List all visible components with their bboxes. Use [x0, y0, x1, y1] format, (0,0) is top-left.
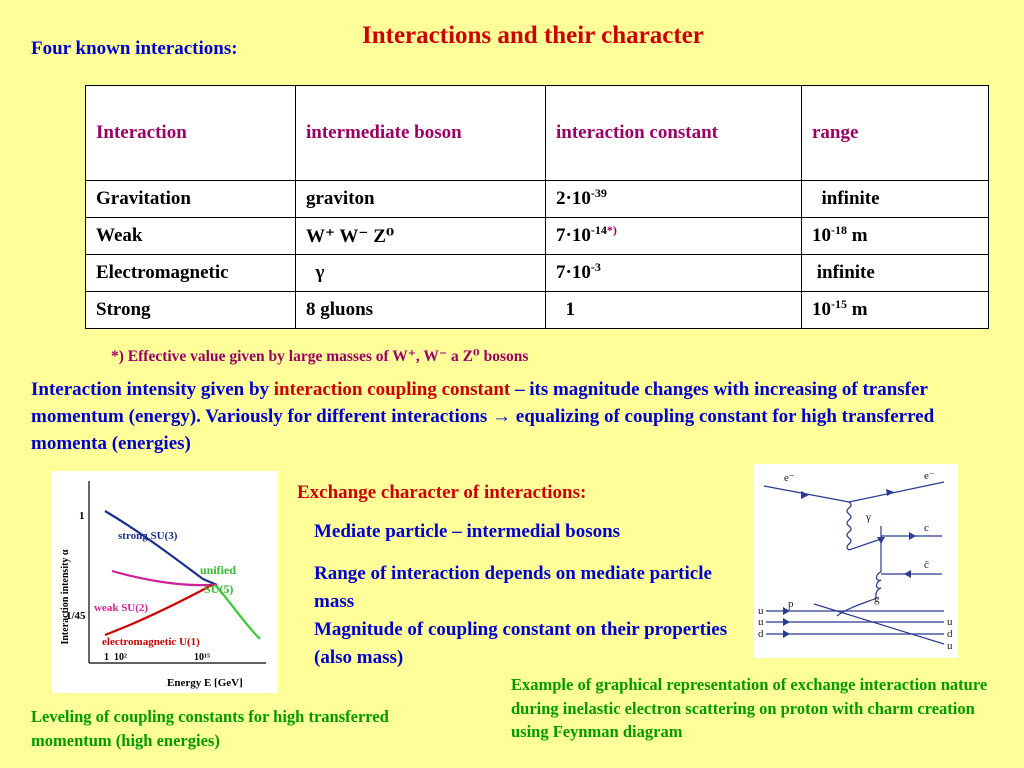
boson-gamma: γ [315, 262, 325, 283]
arrow-u2 [783, 618, 790, 626]
constant-exponent: -39 [590, 186, 607, 200]
label-p: p [788, 598, 794, 610]
header-range: range [802, 86, 989, 181]
label-g: g [874, 593, 880, 605]
constant-exponent: -3 [590, 260, 601, 274]
cell-constant [546, 181, 802, 218]
label-em: electromagnetic U(1) [102, 636, 200, 648]
header-interaction: Interaction [86, 86, 296, 181]
cell-interaction: Gravitation [86, 181, 296, 218]
cell-boson: 8 gluons [296, 292, 546, 329]
electron-out-line [849, 482, 944, 502]
x-tick-1e2: 10² [114, 652, 127, 663]
table-row [86, 181, 989, 218]
label-cbar: c̄ [924, 559, 929, 571]
x-tick-1e15: 10¹⁵ [194, 652, 210, 663]
label-u-left: u [758, 605, 764, 617]
range-exponent: -18 [831, 223, 847, 237]
range-base: 10 [812, 225, 831, 246]
label-u-left2: u [758, 616, 764, 628]
feynman-svg [754, 464, 958, 658]
cell-boson [296, 255, 546, 292]
cell-boson: graviton [296, 181, 546, 218]
label-e-in: e⁻ [784, 472, 795, 484]
constant-base: 7·10 [556, 225, 591, 246]
cell-constant [546, 218, 802, 255]
label-weak: weak SU(2) [94, 602, 149, 614]
cell-interaction: Strong [86, 292, 296, 329]
label-c: c [924, 522, 929, 534]
constant-base: 1 [565, 299, 575, 320]
cell-range [802, 218, 989, 255]
exchange-title: Exchange character of interactions: [297, 482, 587, 503]
leveling-caption: Leveling of coupling constants for high transferred momentum (high energies) [31, 707, 389, 750]
range-base: infinite [821, 188, 880, 209]
cell-range [802, 255, 989, 292]
cell-constant [546, 255, 802, 292]
feynman-diagram [754, 464, 958, 658]
constant-base: 2·10 [556, 188, 591, 209]
cell-constant [546, 292, 802, 329]
label-unified-1: unified [200, 563, 237, 577]
label-gamma: γ [866, 511, 871, 523]
cell-interaction: Weak [86, 218, 296, 255]
x-tick-1: 1 [104, 652, 109, 663]
table-row [86, 218, 989, 255]
table-row [86, 255, 989, 292]
photon-line [847, 502, 881, 550]
table-header-row [86, 86, 989, 181]
coupling-paragraph [31, 376, 1006, 457]
label-u-right: u [947, 616, 953, 628]
range-unit: m [851, 299, 868, 320]
label-u-right2: u [947, 640, 953, 652]
cell-boson: W⁺ W⁻ Z⁰ [296, 218, 546, 255]
label-e-out: e⁻ [924, 470, 935, 482]
exchange-item-1: Mediate particle – intermedial bosons [314, 521, 621, 542]
label-d-right: d [947, 628, 953, 640]
range-exponent: -15 [831, 297, 847, 311]
feynman-caption: Example of graphical representation of exchange interaction nature during inelastic electron scattering on proton with charm creation using Feynman diagram [511, 675, 988, 741]
range-base: infinite [816, 262, 875, 283]
y-tick-1-45: 1/45 [66, 610, 86, 622]
scattered-quark-line [814, 604, 944, 644]
y-tick-1: 1 [79, 510, 85, 522]
arrow-electron-in [801, 491, 809, 499]
cell-interaction: Electromagnetic [86, 255, 296, 292]
x-axis-label: Energy E [GeV] [167, 677, 243, 689]
header-boson: intermediate boson [296, 86, 546, 181]
table-footnote: *) Effective value given by large masses of W⁺, W⁻ a Z⁰ bosons [111, 348, 529, 365]
slide-subtitle: Four known interactions: [31, 38, 238, 59]
arrow-charm [909, 532, 916, 540]
paragraph-highlight: interaction coupling constant [273, 379, 511, 400]
constant-base: 7·10 [556, 262, 591, 283]
slide-title: Interactions and their character [362, 22, 704, 49]
coupling-constants-graph [52, 471, 278, 693]
cell-range [802, 292, 989, 329]
table-row [86, 292, 989, 329]
range-base: 10 [812, 299, 831, 320]
y-axis-label: Interaction intensity α [60, 549, 71, 645]
label-strong: strong SU(3) [118, 530, 178, 542]
label-d-left: d [758, 628, 764, 640]
label-unified-2: SU(5) [204, 582, 234, 596]
coupling-graph-svg [52, 471, 278, 693]
arrow-anticharm [904, 570, 911, 578]
exchange-item-3: Magnitude of coupling constant on their properties (also mass) [314, 619, 728, 668]
cell-range [802, 181, 989, 218]
constant-exponent: -14 [590, 223, 607, 237]
constant-note-mark: *) [606, 223, 617, 237]
paragraph-text-1: Interaction intensity given by [31, 379, 274, 400]
paragraph-text-2: – its magnitude changes with increasing of transfer momentum (energy). Variously for different interactions → equalizing of coupling constant for high transferred momenta (energies) [31, 379, 935, 454]
range-unit: m [851, 225, 868, 246]
arrow-d [783, 630, 790, 638]
exchange-item-2: Range of interaction depends on mediate particle mass [314, 563, 712, 612]
arrow-electron-out [886, 489, 894, 496]
header-constant: interaction constant [546, 86, 802, 181]
interactions-table [85, 85, 989, 329]
